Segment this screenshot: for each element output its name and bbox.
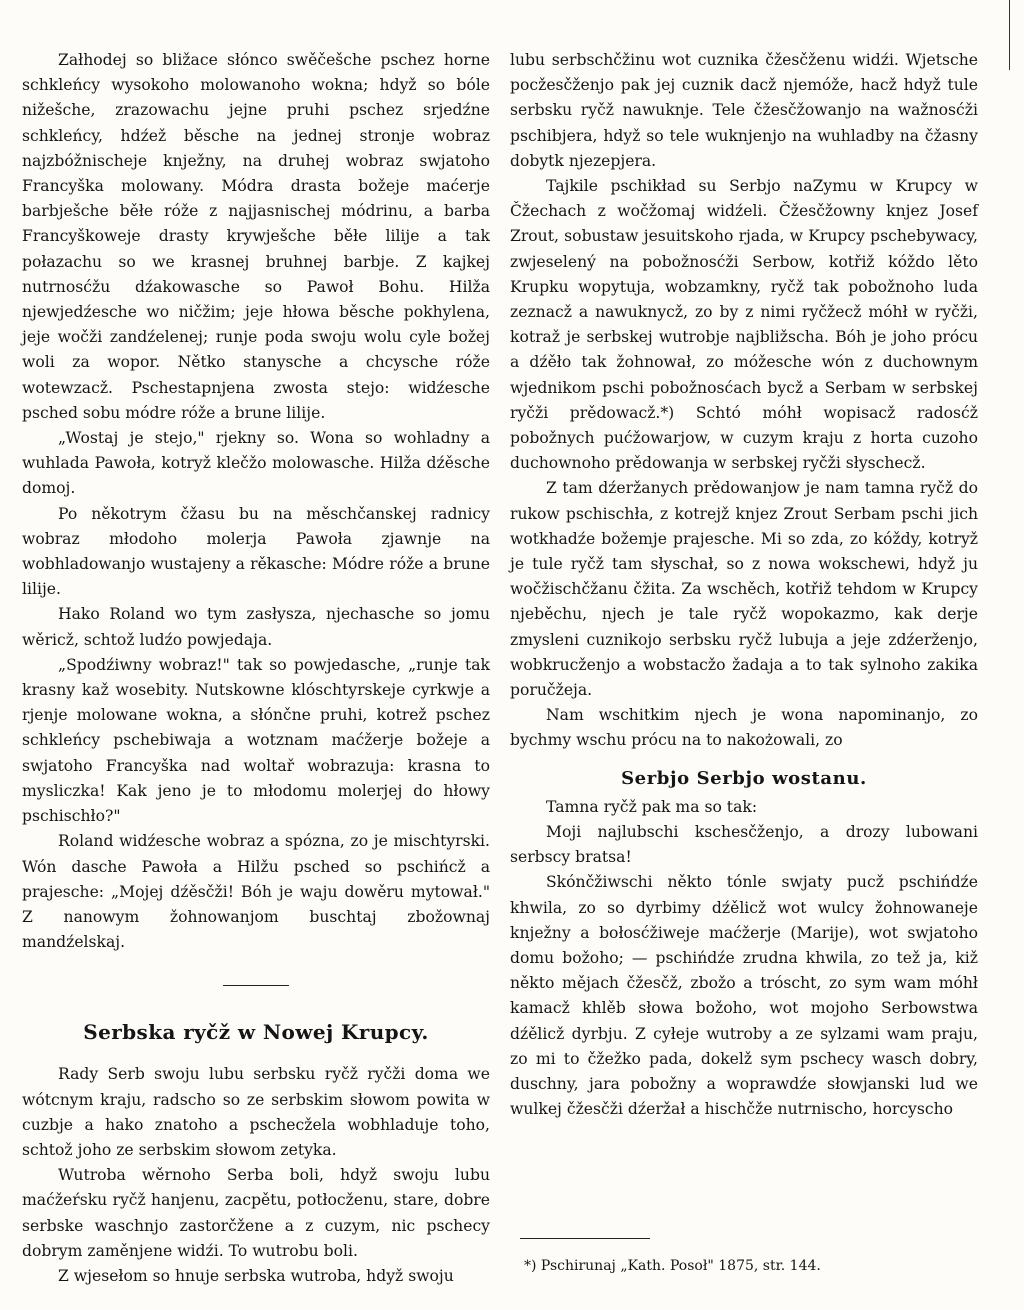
paragraph: „Spodźiwny wobraz!" tak so powjedasche, „runje tak krasny kaž wosebity. Nutskowne klóschtyrskeje cyrkwje a rjenje molowane wokna, a słónčne pruhi, kotrež pschez schkleńcy pschebiwaja a wotznam maćžerje božeje a swjatoho Francyška nad woltař wobrazuja: krasna to mysliczka! Kak jeno je to młodomu molerjej do hłowy pschischło?" — [22, 655, 490, 826]
paragraph: Po někotrym čžasu bu na měschčanskej radnicy wobraz młodoho molerja Pawoła zjawnje na wobhladowanjo wustajeny a rěkasche: Módre róže a brune lilije. — [22, 504, 490, 599]
paragraph: Z tam dźeržanych prědowanjow je nam tamna ryčž do rukow pschischła, z kotrejž knjez Zrout Serbam pschi jich wotkhadźe božemje prajesche. Mi so zda, zo kóždy, kotryž je tule ryčž tam słyschał, so z nowa wokschewi, hdyž ju wočžischčžanu čžita. Za wschěch, kotřiž tehdom w Krupcy njeběchu, njech je tale ryčž wopokazmo, kak derje zmysleni cuznikojo serbsku ryčž lubuja a jeje zdźerženjo, wobkrucženjo a wobstacžo žadaja a to tak sylnoho zakika poručžeja. — [510, 479, 978, 700]
paragraph: Moji najlubschi kschesčženjo, a drozy lubowani serbscy bratsa! — [510, 822, 978, 867]
paragraph: Tajkile pschikład su Serbjo naZymu w Krupcy w Čžechach z wočžomaj widźeli. Čžesčžowny knjez Josef Zrout, sobustaw jesuitskoho rjada, w Krupcy pschebywacy, zwjeselený na pobožnosćži Serbow, kotřiž kóždo lěto Krupku wopytuja, wobzamkny, ryčž tak pobožnoho luda zeznacž a nawuknycž, zo by z nimi ryčžecž móhł w ryčži, kotraž je serbskej wutrobje najbližscha. Bóh je joho prócu a dźěło tak žohnował, zo móžesche wón z duchownym wjednikom pschi pobožnosćach bycž a Serbam w serbskej ryčži prědowacž.*) Schtó móhł wopisacž radosćž pobožnych pućžowarjow, w cuzym kraju z horta cuzoho duchownoho prědowanja w serbskej ryčži słyschecž. — [510, 177, 978, 473]
paragraph: Rady Serb swoju lubu serbsku ryčž ryčži doma we wótcnym kraju, radscho so ze serbskim słowom powita w cuzbje a hako znatoho a pschecžela wobhladuje toho, schtož joho ze serbskim słowom zetyka. — [22, 1065, 490, 1159]
paragraph: „Wostaj je stejo," rjekny so. Wona so wohladny a wuhlada Pawoła, kotryž klečžo molowasche. Hilža dźěsche domoj. — [22, 429, 490, 498]
footnote-rule — [520, 1238, 650, 1239]
paragraph: Z wjesełom so hnuje serbska wutroba, hdyž swoju — [58, 1266, 454, 1285]
paragraph: Tamna ryčž pak ma so tak: — [546, 797, 758, 816]
footnote: *) Pschirunaj „Kath. Posoł" 1875, str. 144. — [524, 1258, 821, 1274]
paragraph: lubu serbschčžinu wot cuznika čžesčženu widźi. Wjetsche pocžesčženjo pak jej cuznik dacž njemóže, hacž hdyž tule serbsku ryčž nawuknje. Tele čžesčžowanjo na wažnosćži pschibjera, hdyž so tele wuknjenjo na wuhladby na čžasny dobytk njezepjera. — [510, 51, 978, 170]
speech-heading: Serbjo Serbjo wostanu. — [621, 767, 867, 789]
article-heading: Serbska ryčž w Nowej Krupcy. — [83, 1020, 429, 1045]
page-edge-mark — [1009, 0, 1010, 70]
section-divider — [223, 985, 289, 986]
paragraph: Roland widźesche wobraz a spózna, zo je mischtyrski. Wón dasche Pawoła a Hilžu psched so pschińcž a prajesche: „Mojej dźěsčži! Bóh je waju dowěru mytował." Z nanowym žohnowanjom buschtaj zbožownaj mandźelskaj. — [22, 832, 490, 952]
paragraph: Wutroba wěrnoho Serba boli, hdyž swoju lubu maćžeŕsku ryčž hanjenu, zacpětu, potłocženu, stare, dobre serbske waschnjo zastorčžene a z cuzym, nic pschecy dobrym zaměnjene widźi. To wutrobu boli. — [22, 1166, 490, 1260]
paragraph: Załhodej so bližace słónco swěčešche pschez horne schkleńcy wysokoho molowanoho wokna; hdyž so bóle nižešche, zrazowachu jejne pruhi pschez srjedźne schkleńcy, hdźež běsche na jednej stronje wobraz najzbóžnischeje knježny, na druhej wobraz swjatoho Francyška molowany. Módra drasta božeje maćerje barbješche běłe róže z najjasnischej módrinu, a barba Francyškoweje drasty krywješche běłe lilije a tak połazachu so we krasnej bruhnej barbje. Z kajkej nutrnosćžu dźakowasche so Pawoł Bohu. Hilža njewjedźesche wo ničžim; jeje hłowa běsche pokhylena, jeje wočži zandźelenej; runje poda swoju wolu cyle božej woli za wopor. Nětko stanysche a chcysche róže wotewzacž. Pschestapnjena zwosta stejo: widźesche psched sobu módre róže a brune lilije. — [22, 51, 490, 422]
paragraph: Skónčžiwschi někto tónle swjaty pucž pschińdźe khwila, zo so dyrbimy dźělicž wot wulcy žohnowaneje knježny a bołosćžiweje maćžerje (Marije), wot swjatoho domu božoho; — pschińdźe zrudna khwila, zo tež ja, kiž někto mějach čžesčž, zbožo a tróscht, zo sym wam móhł kamacž khlěb słowa božoho, wot mojoho Serbowstwa dźělicž dyrbju. Z cyłeje wutroby a ze sylzami wam praju, zo mi to čžežko pada, dokelž sym pschecy wasch dobry, duschny, jara pobožny a woprawdźe słowjanski lud we wulkej čžesčži dźeržał a hischčže nutrnischo, horcyscho — [510, 873, 978, 1119]
left-column — [22, 48, 490, 1289]
paragraph: Nam wschitkim njech je wona napominanjo, zo bychmy wschu prócu na to nakożowali, zo — [510, 706, 978, 750]
paragraph: Hako Roland wo tym zasłysza, njechasche so jomu wěricž, schtož ludźo powjedaja. — [22, 605, 490, 649]
right-column — [510, 48, 978, 1122]
